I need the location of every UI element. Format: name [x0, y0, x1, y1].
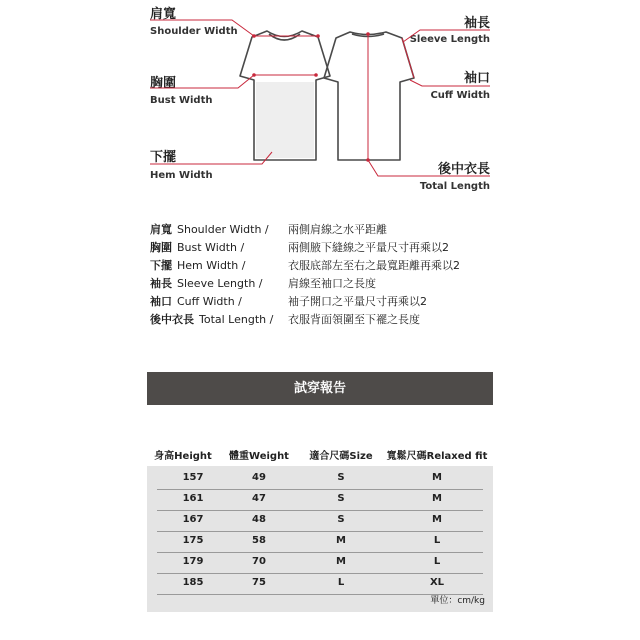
cell-size: M [336, 556, 346, 567]
table-row [157, 489, 483, 511]
hem-label-zh: 下擺 [150, 150, 177, 165]
table-row [157, 531, 483, 553]
shoulder-label-zh: 肩寬 [150, 7, 177, 22]
definition-en: Sleeve Length / [177, 277, 263, 290]
header-height: 身高Height [154, 451, 212, 462]
cell-height: 161 [182, 493, 204, 504]
cell-relaxed-fit: L [433, 535, 441, 546]
cell-size: S [337, 514, 345, 525]
total-label-zh: 後中衣長 [437, 162, 490, 177]
fit-report-table [147, 440, 493, 612]
cell-relaxed-fit: L [433, 556, 441, 567]
sleeve-label-zh: 袖長 [463, 16, 490, 31]
definition-zh: 後中衣長 [150, 313, 194, 326]
cell-height: 179 [182, 556, 204, 567]
definition-zh: 肩寬 [150, 223, 172, 236]
cell-size: L [337, 577, 345, 588]
tshirt-diagram [0, 0, 640, 210]
shoulder-label-en: Shoulder Width [150, 26, 238, 37]
definition-row [150, 275, 550, 293]
cell-relaxed-fit: M [432, 472, 442, 483]
definition-desc: 衣服底部左至右之最寬距離再乘以2 [288, 259, 460, 272]
table-row [157, 552, 483, 574]
cuff-label-en: Cuff Width [430, 90, 490, 101]
cell-height: 185 [182, 577, 204, 588]
definition-en: Shoulder Width / [177, 223, 269, 236]
definition-row [150, 293, 550, 311]
definition-row [150, 221, 550, 239]
definition-en: Bust Width / [177, 241, 245, 254]
sleeve-label-en: Sleeve Length [409, 34, 490, 45]
cell-relaxed-fit: XL [429, 577, 445, 588]
hem-label-en: Hem Width [150, 170, 213, 181]
definition-zh: 下擺 [150, 259, 172, 272]
cell-size: M [336, 535, 346, 546]
definition-desc: 衣服背面領圍至下襬之長度 [288, 313, 420, 326]
definition-zh: 胸圍 [150, 241, 172, 254]
cell-size: S [337, 493, 345, 504]
size-definitions [150, 221, 550, 329]
cell-weight: 70 [252, 556, 266, 567]
definition-en: Hem Width / [177, 259, 246, 272]
cell-relaxed-fit: M [432, 514, 442, 525]
table-header [147, 440, 493, 466]
report-title: 試穿報告 [147, 372, 493, 405]
cell-height: 175 [182, 535, 204, 546]
definition-en: Total Length / [199, 313, 274, 326]
definition-desc: 兩側腋下縫線之平量尺寸再乘以2 [288, 241, 449, 254]
cell-size: S [337, 472, 345, 483]
definition-row [150, 311, 550, 329]
table-row [157, 573, 483, 595]
definition-desc: 袖子開口之平量尺寸再乘以2 [288, 295, 427, 308]
cell-weight: 47 [252, 493, 266, 504]
header-weight: 體重Weight [229, 451, 289, 462]
cell-relaxed-fit: M [432, 493, 442, 504]
total-label-en: Total Length [419, 181, 490, 192]
table-row [157, 468, 483, 490]
definition-en: Cuff Width / [177, 295, 242, 308]
definition-zh: 袖口 [150, 295, 172, 308]
cell-weight: 75 [252, 577, 266, 588]
tshirt-back-outline [324, 32, 414, 160]
cell-weight: 48 [252, 514, 266, 525]
definition-zh: 袖長 [150, 277, 172, 290]
unit-label: 單位：cm/kg [430, 596, 485, 606]
bust-label-zh: 胸圍 [150, 76, 177, 91]
bust-label-en: Bust Width [150, 95, 213, 106]
cell-weight: 58 [252, 535, 266, 546]
definition-desc: 兩側肩線之水平距離 [288, 223, 387, 236]
cell-height: 167 [182, 514, 204, 525]
definition-row [150, 239, 550, 257]
cell-weight: 49 [252, 472, 266, 483]
definition-desc: 肩線至袖口之長度 [288, 277, 376, 290]
header-size: 適合尺碼Size [309, 451, 373, 462]
definition-row [150, 257, 550, 275]
cuff-label-zh: 袖口 [463, 71, 490, 86]
header-relaxed-fit: 寬鬆尺碼Relaxed fit [386, 451, 488, 462]
cell-height: 157 [182, 472, 204, 483]
tshirt-shading [256, 82, 314, 158]
table-row [157, 510, 483, 532]
